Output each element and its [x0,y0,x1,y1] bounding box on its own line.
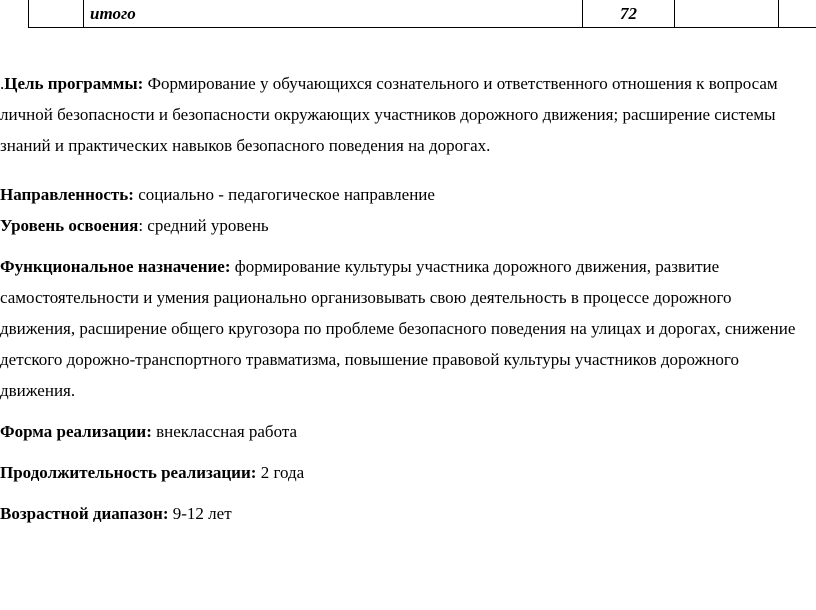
goal-label: Цель программы: [4,74,144,93]
duration-paragraph [0,457,800,488]
purpose-text: формирование культуры участника дорожного движения, развитие самостоятельности и умения рационально организовывать свою деятельность в процессе дорожного движения, расширение общего кругозора по проблеме безопасного поведения на улицах и дорогах, снижение детского дорожно-транспортного травматизма, повышение правовой культуры участников дорожного движения. [0,257,796,400]
goal-paragraph [0,68,800,161]
orientation-text: социально - педагогическое направление [138,185,435,204]
form-text: внеклассная работа [156,422,298,441]
duration-label: Продолжительность реализации: [0,463,257,482]
goal-prefix: . [0,74,5,93]
age-label: Возрастной диапазон: [0,504,169,523]
level-paragraph [0,210,800,241]
duration-text: 2 года [260,463,305,482]
level-text: : средний уровень [138,216,269,235]
form-label: Форма реализации: [0,422,152,441]
document-body [0,68,800,529]
purpose-paragraph [0,251,800,406]
purpose-label: Функциональное назначение: [0,257,231,276]
total-label-cell: итого [84,0,583,28]
goal-text: Формирование у обучающихся сознательного и ответственного отношения к вопросам личной безопасности и безопасности окружающих участников дорожного движения; расширение системы знаний и практических навыков безопасного поведения на дорогах. [0,74,778,155]
age-paragraph [0,498,800,529]
table-cell-empty [675,0,779,28]
table-cell-empty [29,0,84,28]
form-paragraph [0,416,800,447]
age-text: 9-12 лет [172,504,232,523]
table-cell-empty [779,0,816,28]
level-label: Уровень освоения [0,216,139,235]
total-value-cell: 72 [583,0,675,28]
table-row [29,0,816,28]
summary-table [28,0,816,28]
orientation-paragraph [0,179,800,210]
orientation-label: Направленность: [0,185,134,204]
